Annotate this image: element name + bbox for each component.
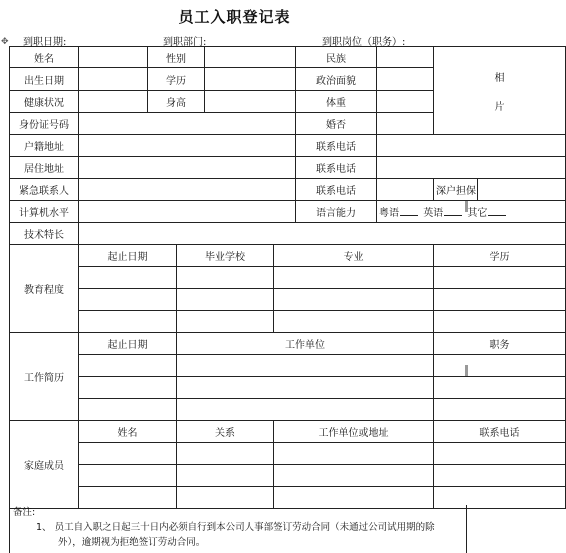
language-field[interactable]	[377, 201, 566, 223]
deep-guarantee-label: 深户担保	[434, 179, 478, 201]
marital-label: 婚否	[296, 113, 377, 135]
edu-school-header: 毕业学校	[177, 245, 274, 267]
notes-item-1-continued: 外），逾期视为拒绝签订劳动合同。	[58, 537, 206, 548]
department-label: 到职部门:	[163, 37, 207, 48]
language-label: 语言能力	[296, 201, 377, 223]
work-position-header: 职务	[434, 333, 566, 355]
work-dates-cell[interactable]	[79, 355, 177, 377]
notes-item-1: 1、 员工自入职之日起三十日内必须自行到本公司人事部签订劳动合同（未通过公司试用期的除	[36, 522, 435, 533]
skills-field[interactable]	[79, 223, 566, 245]
weight-field[interactable]	[377, 91, 434, 113]
hire-date-label: 到职日期:	[23, 37, 67, 48]
family-employer-cell[interactable]	[274, 443, 434, 465]
work-position-cell[interactable]	[434, 399, 566, 421]
residence-phone-field[interactable]	[377, 157, 566, 179]
ethnicity-field[interactable]	[377, 47, 434, 68]
family-relation-header: 关系	[177, 421, 274, 443]
notes-section	[9, 505, 467, 553]
edu-dates-cell[interactable]	[79, 267, 177, 289]
family-relation-cell[interactable]	[177, 465, 274, 487]
education-section-label: 教育程度	[10, 245, 79, 333]
english-blank[interactable]	[444, 207, 462, 216]
residence-field[interactable]	[79, 157, 296, 179]
emergency-phone-field[interactable]	[377, 179, 434, 201]
family-name-header: 姓名	[79, 421, 177, 443]
edu-school-cell[interactable]	[177, 267, 274, 289]
skills-label: 技术特长	[10, 223, 79, 245]
family-phone-cell[interactable]	[434, 465, 566, 487]
edu-dates-cell[interactable]	[79, 289, 177, 311]
work-employer-header: 工作单位	[177, 333, 434, 355]
edu-school-cell[interactable]	[177, 289, 274, 311]
registration-table	[9, 46, 566, 509]
family-name-cell[interactable]	[79, 443, 177, 465]
household-phone-label: 联系电话	[296, 135, 377, 157]
cantonese-label: 粤语	[379, 208, 399, 219]
gender-label: 性别	[148, 47, 205, 68]
family-phone-cell[interactable]	[434, 443, 566, 465]
other-language-label: 其它	[467, 208, 488, 219]
id-number-field[interactable]	[79, 113, 296, 135]
edu-major-cell[interactable]	[274, 311, 434, 333]
family-phone-header: 联系电话	[434, 421, 566, 443]
edu-degree-cell[interactable]	[434, 289, 566, 311]
work-employer-cell[interactable]	[177, 355, 434, 377]
photo-box[interactable]	[434, 47, 566, 135]
edu-degree-header: 学历	[434, 245, 566, 267]
edu-dates-cell[interactable]	[79, 311, 177, 333]
edu-major-cell[interactable]	[274, 289, 434, 311]
political-field[interactable]	[377, 68, 434, 91]
edu-major-header: 专业	[274, 245, 434, 267]
computer-label: 计算机水平	[10, 201, 79, 223]
residence-phone-label: 联系电话	[296, 157, 377, 179]
position-label: 到职岗位（职务）:	[322, 37, 406, 48]
gender-field[interactable]	[205, 47, 296, 68]
household-label: 户籍地址	[10, 135, 79, 157]
political-label: 政治面貌	[296, 68, 377, 91]
name-label: 姓名	[10, 47, 79, 68]
family-name-cell[interactable]	[79, 465, 177, 487]
id-number-label: 身份证号码	[10, 113, 79, 135]
education-label: 学历	[148, 68, 205, 91]
height-field[interactable]	[205, 91, 296, 113]
birthdate-label: 出生日期	[10, 68, 79, 91]
emergency-label: 紧急联系人	[10, 179, 79, 201]
work-employer-cell[interactable]	[177, 399, 434, 421]
residence-label: 居住地址	[10, 157, 79, 179]
work-employer-cell[interactable]	[177, 377, 434, 399]
height-label: 身高	[148, 91, 205, 113]
health-field[interactable]	[79, 91, 148, 113]
birthdate-field[interactable]	[79, 68, 148, 91]
form-title: 员工入职登记表	[178, 8, 291, 26]
computer-field[interactable]	[79, 201, 296, 223]
family-employer-header: 工作单位或地址	[274, 421, 434, 443]
work-dates-cell[interactable]	[79, 399, 177, 421]
family-employer-cell[interactable]	[274, 465, 434, 487]
edu-degree-cell[interactable]	[434, 267, 566, 289]
health-label: 健康状况	[10, 91, 79, 113]
work-position-cell[interactable]	[434, 377, 566, 399]
work-section-label: 工作简历	[10, 333, 79, 421]
emergency-phone-label: 联系电话	[296, 179, 377, 201]
photo-label-1: 相	[494, 72, 505, 84]
edu-major-cell[interactable]	[274, 267, 434, 289]
deep-guarantee-field[interactable]	[478, 179, 566, 201]
education-field[interactable]	[205, 68, 296, 91]
ethnicity-label: 民族	[296, 47, 377, 68]
name-field[interactable]	[79, 47, 148, 68]
family-relation-cell[interactable]	[177, 443, 274, 465]
work-dates-header: 起止日期	[79, 333, 177, 355]
photo-label-2: 片	[494, 101, 505, 113]
table-move-handle-icon[interactable]: ✥	[1, 37, 9, 47]
family-section-label: 家庭成员	[10, 421, 79, 509]
notes-heading: 备注:	[13, 507, 36, 518]
cantonese-blank[interactable]	[400, 207, 418, 216]
weight-label: 体重	[296, 91, 377, 113]
marital-field[interactable]	[377, 113, 434, 135]
other-language-blank[interactable]	[488, 207, 506, 216]
household-phone-field[interactable]	[377, 135, 566, 157]
work-position-cell[interactable]	[434, 355, 566, 377]
household-field[interactable]	[79, 135, 296, 157]
emergency-field[interactable]	[79, 179, 296, 201]
edu-dates-header: 起止日期	[79, 245, 177, 267]
work-dates-cell[interactable]	[79, 377, 177, 399]
edu-degree-cell[interactable]	[434, 311, 566, 333]
english-label: 英语	[423, 208, 444, 219]
edu-school-cell[interactable]	[177, 311, 274, 333]
